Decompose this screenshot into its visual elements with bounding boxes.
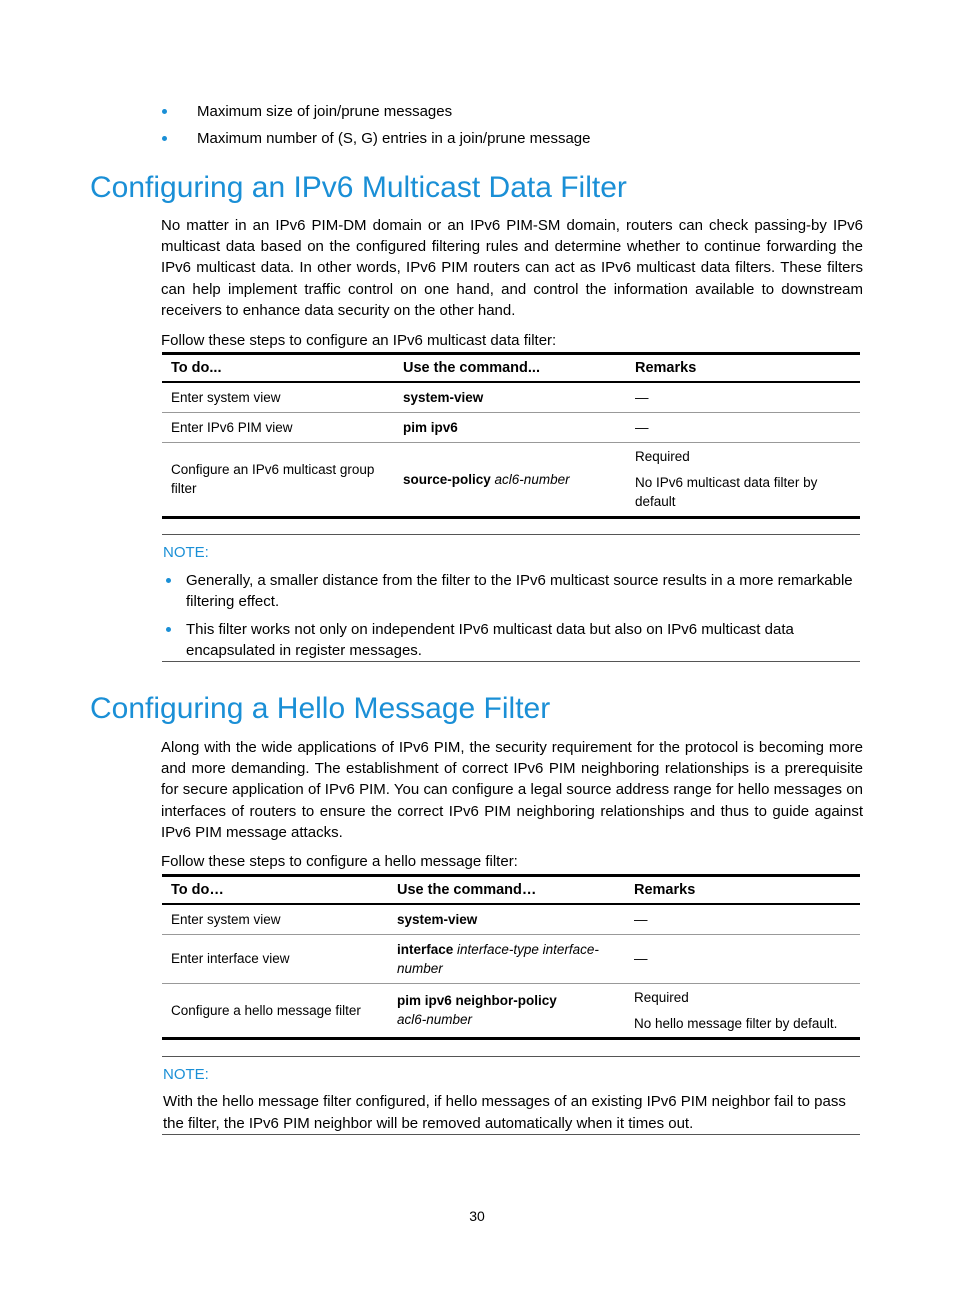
table-row [162,382,860,412]
command-cell [394,442,626,517]
command-cell [388,904,625,934]
remarks-cell: — [625,934,860,983]
todo-cell: Enter system view [162,904,388,934]
command-argument: acl6-number [494,471,570,487]
note-list [162,570,860,661]
column-header: Use the command… [388,876,625,905]
column-header: To do… [162,876,388,905]
todo-cell: Enter interface view [162,934,388,983]
column-header: Use the command... [394,354,626,383]
section-heading: Configuring a Hello Message Filter [90,692,551,725]
table-row [162,442,860,517]
todo-cell: Configure an IPv6 multicast group filter [162,442,394,517]
note-box [162,534,860,662]
note-body: With the hello message filter configured, if hello messages of an existing IPv6 PIM neighbor fail to pass the filter, the IPv6 PIM neighbor will be removed automatically when it times out. [163,1093,846,1132]
remarks-cell: — [626,412,860,442]
table-row [162,904,860,934]
list-item: Maximum size of join/prune messages [160,98,591,125]
command-keyword: interface [397,941,454,957]
column-header: To do... [162,354,394,383]
command-keyword: pim ipv6 neighbor-policy [397,993,557,1008]
note-title: NOTE: [163,544,209,561]
bullet-icon [166,578,171,583]
note-box [162,1056,860,1135]
command-keyword: system-view [397,911,478,927]
table-lead-text: Follow these steps to configure an IPv6 multicast data filter: [161,332,557,349]
command-keyword: pim ipv6 [403,419,458,435]
column-header: Remarks [625,876,860,905]
command-cell [394,382,626,412]
todo-cell: Enter IPv6 PIM view [162,412,394,442]
list-item: Generally, a smaller distance from the filter to the IPv6 multicast source results in a more remarkable filtering effect. [162,570,860,612]
command-table [162,874,860,1040]
table-row [162,983,860,1038]
intro-bullet-list [160,98,591,152]
section-heading: Configuring an IPv6 Multicast Data Filter [90,171,627,204]
bullet-icon [162,109,167,114]
bullet-icon [166,627,171,632]
note-title: NOTE: [163,1066,209,1083]
command-keyword: system-view [403,389,484,405]
list-item: This filter works not only on independent IPv6 multicast data but also on IPv6 multicast data encapsulated in register messages. [162,619,860,661]
table-row [162,412,860,442]
command-cell [388,983,625,1038]
bullet-icon [162,136,167,141]
command-keyword: source-policy [403,471,491,487]
todo-cell: Configure a hello message filter [162,983,388,1038]
remarks-cell: Required No hello message filter by default. [625,983,860,1038]
command-cell [388,934,625,983]
command-table [162,352,860,519]
section-paragraph: No matter in an IPv6 PIM-DM domain or an IPv6 PIM-SM domain, routers can check passing-by IPv6 multicast data based on the configured filtering rules and determine whether to continue forwarding the IPv6 multicast data. In other words, IPv6 PIM routers can act as IPv6 multicast data filters. These filters can help implement traffic control on one hand, and control the information available to downstream receivers to enhance data security on the other hand. [161,217,863,319]
command-argument: acl6-number [397,1012,473,1027]
list-item: Maximum number of (S, G) entries in a join/prune message [160,125,591,152]
table-lead-text: Follow these steps to configure a hello message filter: [161,853,518,870]
page-number: 30 [469,1208,485,1224]
section-paragraph: Along with the wide applications of IPv6 PIM, the security requirement for the protocol is becoming more and more demanding. The establishment of correct IPv6 PIM neighboring relationships is a prerequisite for secure application of IPv6 PIM. You can configure a legal source address range for hello messages on interfaces of routers to ensure the correct IPv6 PIM neighboring relationships and thus to guide against IPv6 PIM message attacks. [161,739,863,841]
remarks-cell: — [625,904,860,934]
remarks-cell: — [626,382,860,412]
column-header: Remarks [626,354,860,383]
command-cell [394,412,626,442]
todo-cell: Enter system view [162,382,394,412]
command-argument: interface-type interface-number [397,941,599,976]
remarks-cell: Required No IPv6 multicast data filter by default [626,442,860,517]
table-row [162,934,860,983]
